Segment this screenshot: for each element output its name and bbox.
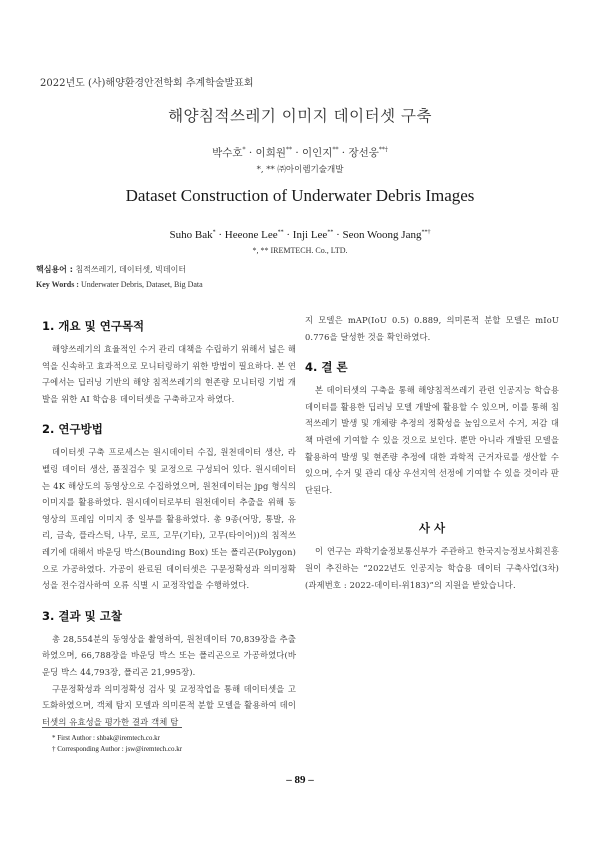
- section-body-results-2: 구문정확성과 의미정확성 검사 및 교정작업을 통해 데이터셋을 고도화하였으며, 객체 탐지 모델과 의미론적 분할 모델을 활용하여 데이터셋의 유효성을 평가한 결과 객체 탐: [42, 683, 296, 727]
- page-number: – 89 –: [286, 774, 314, 786]
- korean-authors: [0, 145, 600, 160]
- author-mark: **: [285, 146, 292, 154]
- author-separator: ·: [283, 229, 293, 241]
- section-body-results-3: 지 모델은 mAP(IoU 0.5) 0.889, 의미론적 분할 모델은 mIoU 0.776을 달성한 것을 확인하였다.: [305, 315, 559, 342]
- section-body-method: 데이터셋 구축 프로세스는 원시데이터 수집, 원천데이터 생산, 라벨링 데이터 생산, 품질검수 및 교정으로 구성되어 있다. 원시데이터는 4K 해상도의 동영상으로 수집하였으며, 원천데이터는 jpg 형식의 이미지를 활용하였다. 원시데이터로부터 원천데이터 추출을 위해 동영상의 프레임 이미지 중 일부를 활용하였다. 총 9종(어망, 통발, 유리, 금속, 플라스틱, 나무, 로프, 고무(기타), 고무(타이어))의 침적쓰레기에 대해서 바운딩 박스(Bounding Box) 또는 폴리곤(Polygon)으로 가공하였다. 가공이 완료된 데이터셋은 구문정확성과 의미정확성을 전수검사하여 오류 식별 시 교정작업을 수행하였다.: [42, 447, 296, 591]
- author-mark: *: [212, 229, 216, 236]
- conference-header: 2022년도 (사)해양환경안전학회 추계학술발표회: [40, 78, 254, 89]
- section-heading-conclusion: 4. 결 론: [305, 360, 348, 375]
- korean-keywords: [36, 264, 186, 275]
- author-name: 박수호: [212, 147, 243, 159]
- keywords-value: 침적쓰레기, 데이터셋, 빅데이터: [72, 265, 187, 274]
- author-separator: ·: [291, 147, 302, 159]
- author-name: Inji Lee: [292, 229, 328, 241]
- author-name: 이인지: [302, 147, 333, 159]
- author-separator: ·: [333, 229, 343, 241]
- section-heading-method: 2. 연구방법: [42, 422, 103, 437]
- author-mark: **†: [421, 229, 431, 236]
- right-column: [305, 312, 559, 593]
- section-body-conclusion: 본 데이터셋의 구축을 통해 해양침적쓰레기 관련 인공지능 학습용 데이터를 활용한 딥러닝 모델 개발에 활용할 수 있으며, 이를 통해 침적쓰레기 발생 및 개체량 추정의 정확성을 높임으로서 수거, 저감 대책 마련에 기여할 수 있을 것으로 보인다. 뿐만 아니라 개발된 모델을 활용하여 발생 및 현존량 추정에 대한 과학적 근거자료를 생산할 수 있으며, 수거 및 관리 대상 우선지역 선정에 기여할 수 있을 것이라 판단된다.: [305, 385, 559, 495]
- author-mark: *: [242, 146, 246, 154]
- keywords-value: Underwater Debris, Dataset, Big Data: [78, 280, 203, 289]
- korean-title: 해양침적쓰레기 이미지 데이터셋 구축: [168, 107, 432, 125]
- section-body-overview: 해양쓰레기의 효율적인 수거 관리 대책을 수립하기 위해서 넓은 해역을 신속하고 효과적으로 모니터링하기 위한 방법이 필요하다. 본 연구에서는 딥러닝 기반의 해양 침적쓰레기의 현존량 모니터링 기법 개발을 위한 AI 학습용 데이터셋을 구축하고자 하였다.: [42, 344, 296, 404]
- english-affiliation: *, ** IREMTECH. Co., LTD.: [252, 246, 348, 255]
- author-mark: **: [327, 229, 334, 236]
- footnote-divider: [42, 727, 182, 728]
- author-mark: **: [277, 229, 284, 236]
- author-separator: ·: [338, 147, 349, 159]
- footnote-first-author: * First Author : shbak@iremtech.co.kr: [52, 734, 160, 742]
- author-name: 장선웅: [348, 147, 379, 159]
- section-heading-overview: 1. 개요 및 연구목적: [42, 319, 145, 333]
- section-heading-results: 3. 결과 및 고찰: [42, 608, 122, 623]
- footnote-corresponding-author: † Corresponding Author : jsw@iremtech.co.kr: [52, 745, 183, 753]
- acknowledgement-body: 이 연구는 과학기술정보통신부가 주관하고 한국지능정보사회진흥원이 추진하는 “2022년도 인공지능 학습용 데이터 구축사업(3차)(과제번호 : 2022-데이터-위183)”의 지원을 받았습니다.: [305, 546, 559, 590]
- author-separator: ·: [215, 229, 225, 241]
- english-title: Dataset Construction of Underwater Debris Images: [125, 186, 475, 205]
- english-authors: [0, 229, 600, 241]
- author-name: Heeone Lee: [224, 229, 278, 241]
- section-body-results-1: 총 28,554분의 동영상을 촬영하여, 원천데이터 70,839장을 추출하였으며, 66,788장을 바운딩 박스 또는 폴리곤으로 가공하였다(바운딩 박스 44,793장, 폴리곤 21,995장).: [42, 633, 296, 677]
- author-name: Seon Woong Jang: [342, 229, 422, 241]
- english-keywords: [36, 280, 203, 289]
- left-column: [42, 312, 296, 730]
- keywords-label: 핵심용어 :: [36, 265, 73, 274]
- author-name: Suho Bak: [169, 229, 213, 241]
- author-mark: **: [332, 146, 339, 154]
- author-separator: ·: [245, 147, 256, 159]
- keywords-label: Key Words :: [36, 280, 79, 289]
- author-name: 이희원: [255, 147, 286, 159]
- korean-affiliation: *, ** ㈜아이렘기술개발: [256, 165, 344, 175]
- acknowledgement-heading: 사 사: [418, 521, 446, 536]
- author-mark: **†: [378, 146, 388, 154]
